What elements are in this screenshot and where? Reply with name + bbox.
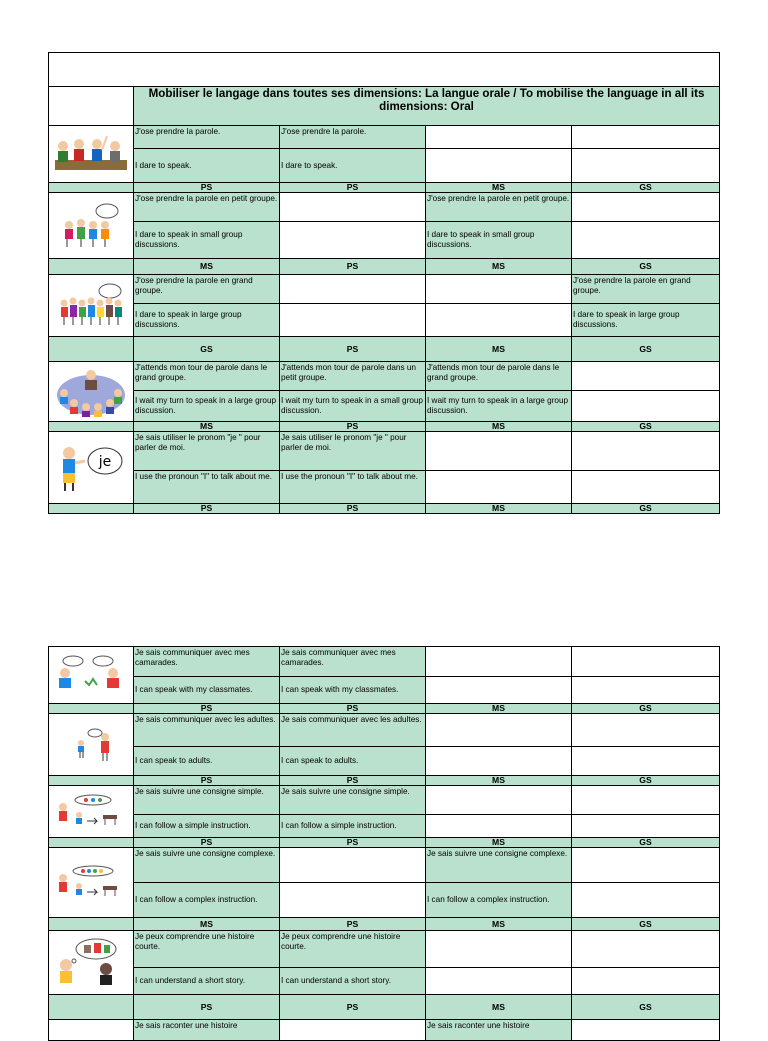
child-and-adult-icon	[61, 727, 121, 763]
children-talking-icon	[51, 655, 131, 695]
skill-illustration	[49, 786, 134, 838]
level-row: GS PS MS GS	[49, 337, 720, 362]
skill-row-en: I dare to speak in small group discussions. I dare to speak in small group discussions.	[49, 222, 720, 259]
level-row: PS PS MS GS	[49, 838, 720, 848]
svg-text:je: je	[98, 453, 112, 470]
skill-row: Je sais suivre une consigne complexe. Je sais suivre une consigne complexe.	[49, 848, 720, 883]
skill-row: J'ose prendre la parole en petit groupe. J'ose prendre la parole en petit groupe.	[49, 193, 720, 222]
skill-row-en: I can follow a simple instruction. I can follow a simple instruction.	[49, 815, 720, 838]
skill-illustration	[49, 714, 134, 776]
group-circle-icon	[54, 365, 128, 419]
page-title: Mobiliser le langage dans toutes ses dimensions: La langue orale / To mobilise the language in all its dimensions: Oral	[134, 87, 720, 126]
level-row: PS PS MS GS	[49, 183, 720, 193]
skill-row-en: I can understand a short story. I can understand a short story.	[49, 968, 720, 995]
skill-row-en: I can follow a complex instruction. I can follow a complex instruction.	[49, 883, 720, 918]
skill-row-en: I use the pronoun "I" to talk about me. I use the pronoun "I" to talk about me.	[49, 471, 720, 504]
level-row: MS PS MS GS	[49, 422, 720, 432]
story-thought-icon	[54, 937, 128, 989]
skill-row: Je sais communiquer avec les adultes. Je sais communiquer avec les adultes.	[49, 714, 720, 747]
child-saying-je-icon	[55, 443, 127, 493]
simple-instruction-icon	[53, 793, 129, 831]
skill-row: Je peux comprendre une histoire courte. Je peux comprendre une histoire courte.	[49, 931, 720, 968]
large-group-talking-icon	[58, 283, 124, 329]
skill-illustration	[49, 432, 134, 504]
level-row: MS PS MS GS	[49, 259, 720, 275]
level-row: PS PS MS GS	[49, 995, 720, 1020]
skill-row: J'ose prendre la parole en grand groupe. J'ose prendre la parole en grand groupe.	[49, 275, 720, 304]
skill-row: je Je sais utiliser le pronom "je " pour parler de moi. Je sais utiliser le pronom "je " pour parler de moi.	[49, 432, 720, 471]
skills-table-top	[48, 52, 720, 514]
level-row: MS PS MS GS	[49, 918, 720, 931]
title-row	[49, 87, 720, 126]
skill-row-en: I can speak to adults. I can speak to adults.	[49, 747, 720, 776]
title-blank-row	[49, 53, 720, 87]
small-group-talking-icon	[61, 203, 121, 249]
complex-instruction-icon	[53, 864, 129, 902]
skill-illustration	[49, 1020, 134, 1041]
skill-illustration	[49, 647, 134, 704]
level-row: PS PS MS GS	[49, 504, 720, 514]
skill-illustration	[49, 362, 134, 422]
skill-row-partial: Je sais raconter une histoire Je sais raconter une histoire	[49, 1020, 720, 1041]
children-at-table-icon	[51, 130, 131, 178]
skill-illustration	[49, 126, 134, 183]
skill-row-en: I dare to speak in large group discussions. I dare to speak in large group discussions.	[49, 304, 720, 337]
skill-row: J'ose prendre la parole. J'ose prendre la parole.	[49, 126, 720, 149]
skill-row-en: I can speak with my classmates. I can speak with my classmates.	[49, 677, 720, 704]
skill-row: Je sais suivre une consigne simple. Je sais suivre une consigne simple.	[49, 786, 720, 815]
skill-row-en: I wait my turn to speak in a large group discussion. I wait my turn to speak in a small group discussion. I wait my turn to speak in a large group discussion.	[49, 391, 720, 422]
skill-row: J'attends mon tour de parole dans le grand groupe. J'attends mon tour de parole dans un petit groupe. J'attends mon tour de parole dans le grand groupe.	[49, 362, 720, 391]
skill-illustration	[49, 931, 134, 995]
level-row: PS PS MS GS	[49, 776, 720, 786]
skill-illustration	[49, 848, 134, 918]
level-row: PS PS MS GS	[49, 704, 720, 714]
skill-illustration	[49, 193, 134, 259]
skill-illustration	[49, 275, 134, 337]
skills-table-bottom	[48, 646, 720, 1041]
skill-row: Je sais communiquer avec mes camarades. Je sais communiquer avec mes camarades.	[49, 647, 720, 677]
skill-row-en: I dare to speak. I dare to speak.	[49, 149, 720, 183]
